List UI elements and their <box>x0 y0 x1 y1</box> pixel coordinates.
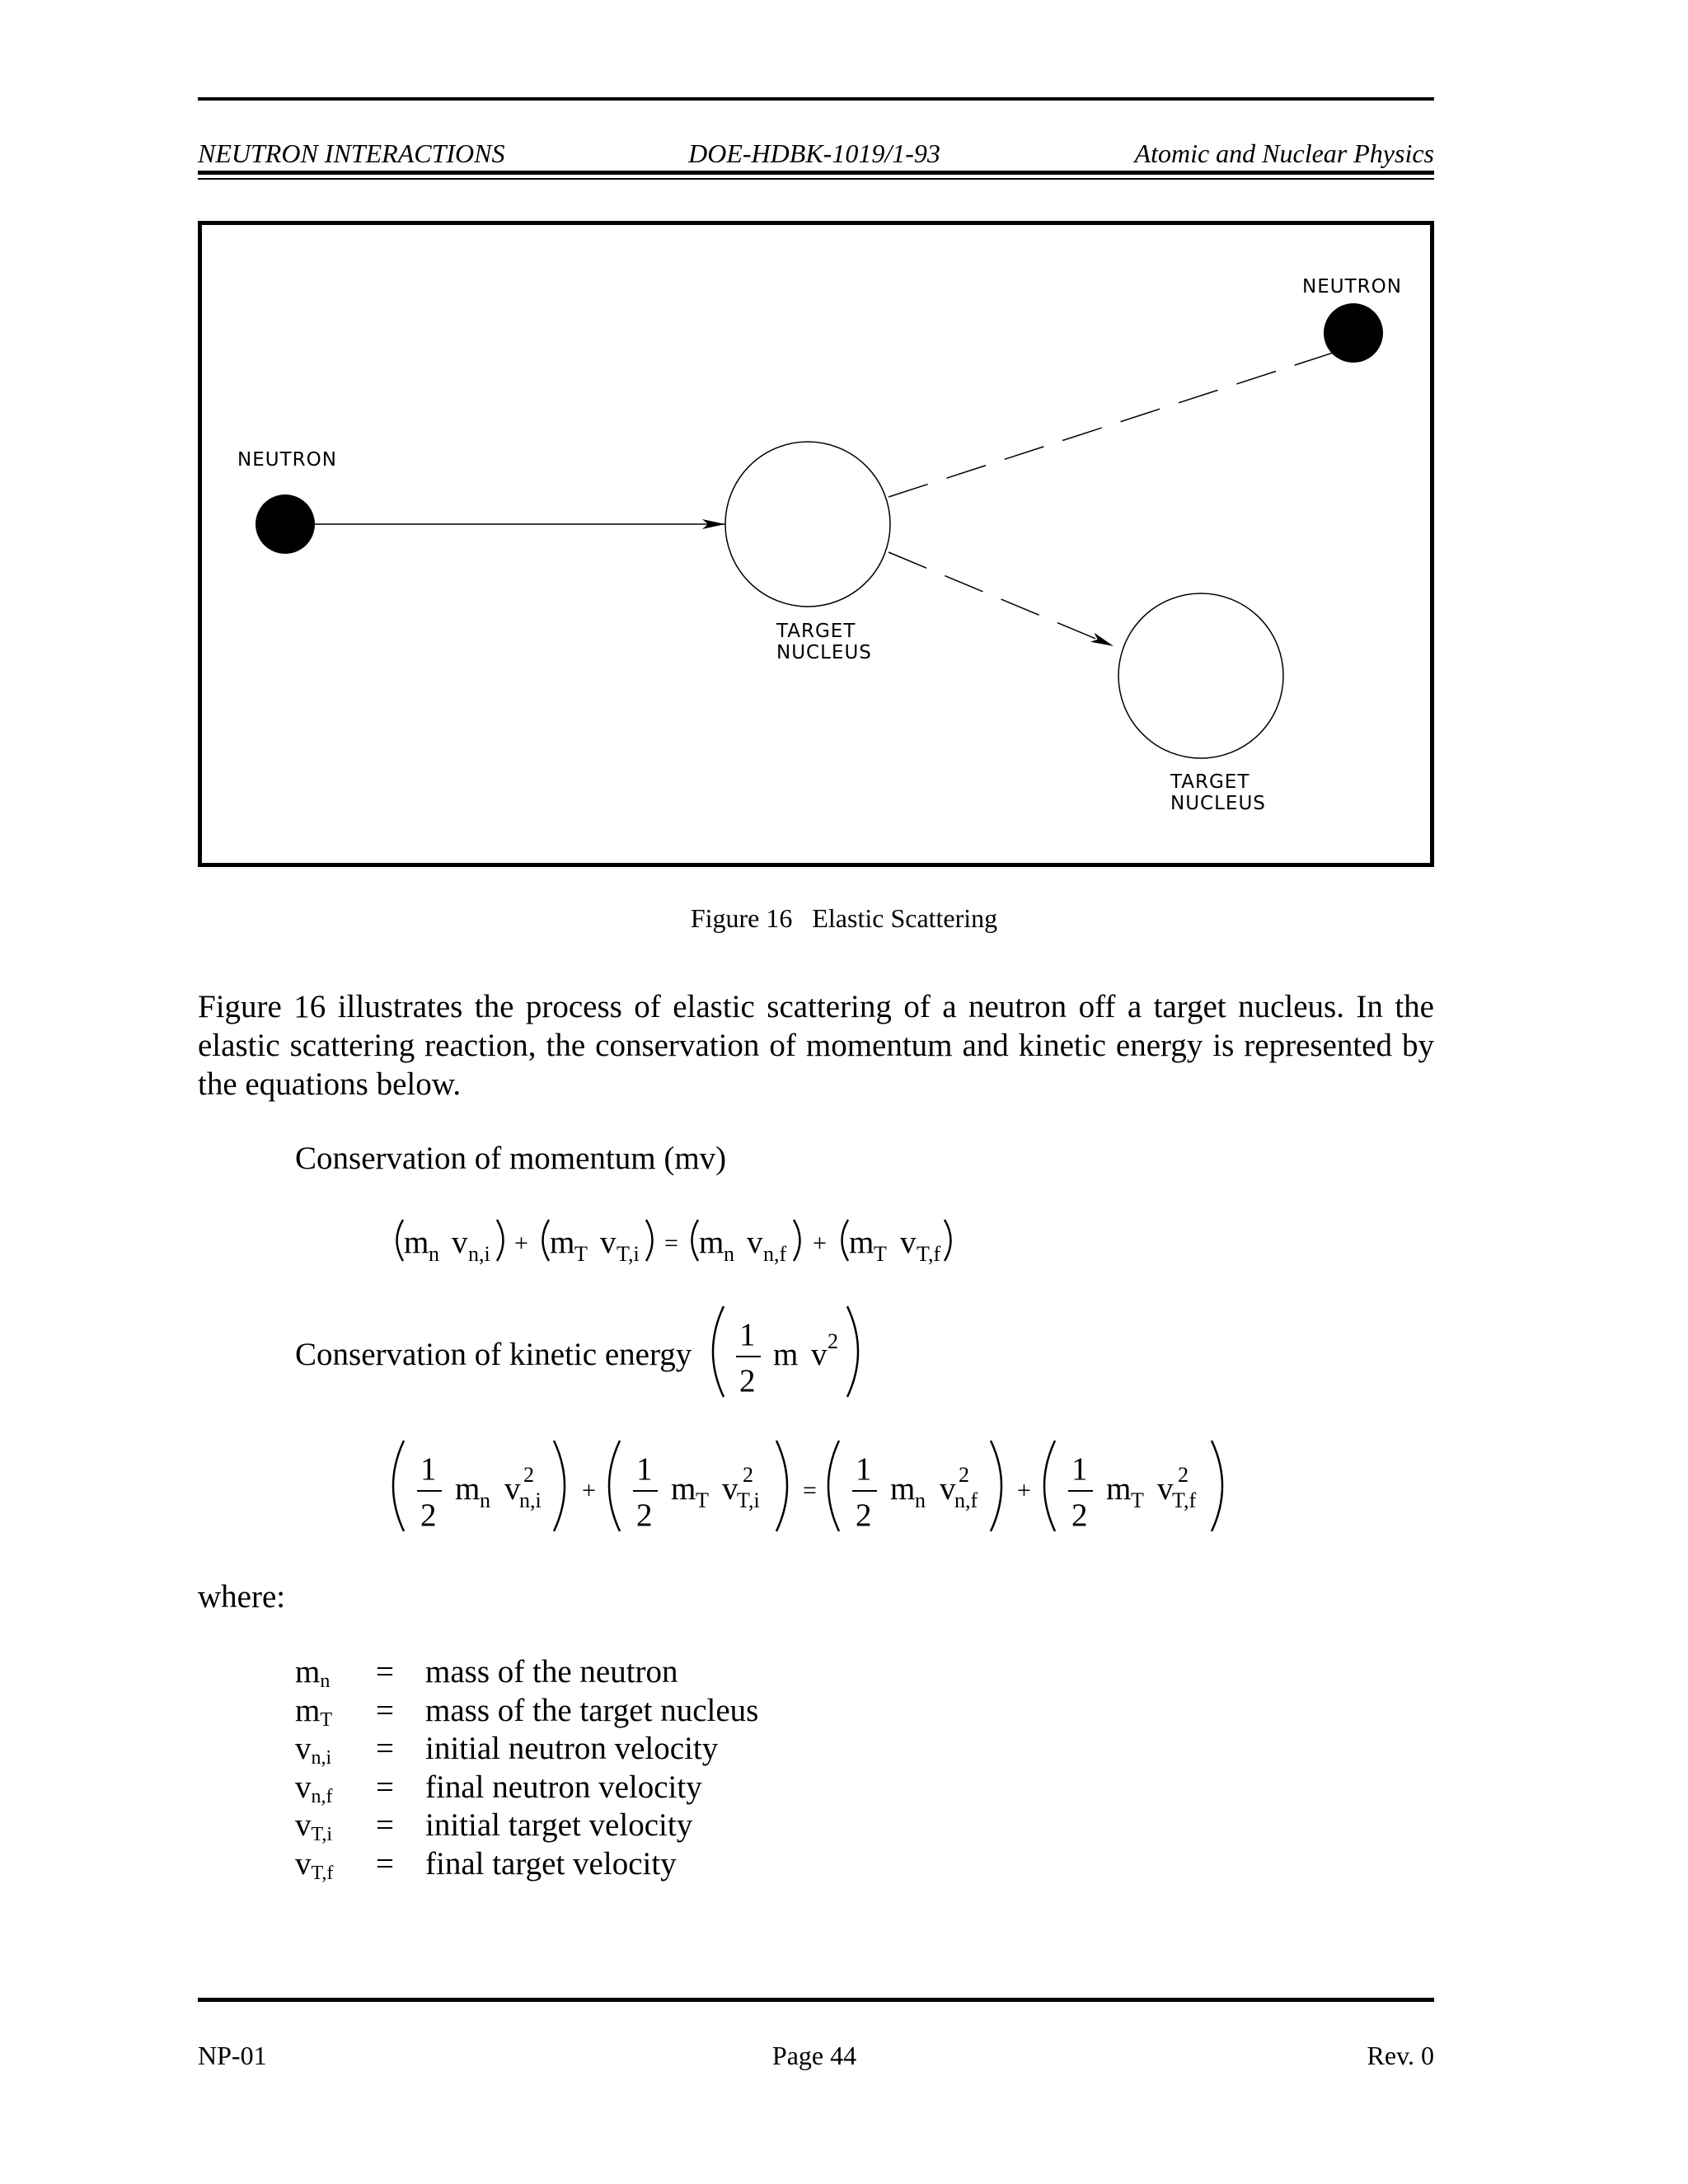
definition-text: mass of the target nucleus <box>425 1692 759 1728</box>
mass-symbol: m <box>890 1471 916 1507</box>
fraction-denominator: 2 <box>739 1363 756 1399</box>
body-paragraph: Figure 16 illustrates the process of elastic scattering of a neutron off a target nucleus. In the elastic scattering reaction, the conservation of momentum and kinetic energy is represented by the equations below. <box>198 989 1434 1102</box>
definition-equals: = <box>376 1731 394 1766</box>
paren-left <box>543 1220 550 1261</box>
velocity-symbol: v <box>900 1225 917 1260</box>
big-paren-right <box>991 1441 1001 1531</box>
definition-symbol: $v_{T,f}$ <box>295 1845 334 1884</box>
paren-left <box>842 1220 849 1261</box>
definition-text: initial neutron velocity <box>425 1731 719 1766</box>
header-center: DOE-HDBK-1019/1-93 <box>688 138 940 168</box>
velocity-subscript: n,f <box>763 1242 787 1266</box>
big-paren-left <box>1044 1441 1055 1531</box>
fraction-numerator: 1 <box>636 1451 653 1487</box>
velocity-exponent: 2 <box>743 1463 753 1487</box>
definition-symbol: $m_n$ <box>295 1654 331 1692</box>
header-right: Atomic and Nuclear Physics <box>1134 138 1434 168</box>
velocity-symbol: v <box>1157 1471 1174 1507</box>
definition-text: final neutron velocity <box>425 1769 702 1805</box>
energy-term-4 <box>1044 1441 1222 1533</box>
definition-symbol: $m_T$ <box>295 1692 333 1731</box>
paren-left <box>692 1220 699 1261</box>
definition-equals: = <box>376 1845 394 1882</box>
mass-subscript: n <box>429 1242 439 1266</box>
velocity-symbol: v <box>600 1225 617 1260</box>
definition-text: initial target velocity <box>425 1807 693 1843</box>
velocity-symbol: v <box>504 1471 521 1507</box>
definition-equals: = <box>376 1769 394 1805</box>
ke-heading-expression <box>713 1306 858 1399</box>
paren-right <box>794 1220 800 1261</box>
neutron-in-label: NEUTRON <box>237 449 337 471</box>
momentum-operator-1: + <box>514 1230 528 1257</box>
fraction-denominator: 2 <box>1071 1497 1088 1533</box>
big-paren-left <box>828 1441 839 1531</box>
mass-symbol: m <box>671 1471 696 1507</box>
mass-symbol: m <box>1106 1471 1132 1507</box>
footer-left: NP-01 <box>198 2041 267 2070</box>
energy-term-1 <box>393 1441 565 1533</box>
definition-symbol: $v_{n,f}$ <box>295 1769 333 1807</box>
mass-subscript: n <box>480 1488 490 1512</box>
velocity-symbol: v <box>722 1471 738 1507</box>
fraction-denominator: 2 <box>636 1497 653 1533</box>
big-paren-right <box>1212 1441 1222 1531</box>
big-paren-right <box>776 1441 787 1531</box>
momentum-heading: Conservation of momentum (mv) <box>295 1141 727 1176</box>
velocity-subscript: n,i <box>468 1242 490 1266</box>
mass-symbol: m <box>849 1225 874 1260</box>
header-left: NEUTRON INTERACTIONS <box>198 138 505 168</box>
fraction-numerator: 1 <box>1071 1451 1088 1487</box>
big-paren-right <box>554 1441 565 1531</box>
big-paren-left <box>609 1441 620 1531</box>
mass-subscript: T <box>874 1242 887 1266</box>
energy-operator-1: + <box>582 1477 596 1504</box>
momentum-term-4 <box>842 1220 951 1266</box>
big-paren-left <box>713 1306 724 1397</box>
energy-equation <box>393 1441 1222 1533</box>
definition-symbol: $v_{n,i}$ <box>295 1731 332 1769</box>
big-paren-right <box>847 1306 858 1397</box>
fraction-numerator: 1 <box>739 1317 756 1352</box>
target-initial-label-line1: TARGET <box>776 621 856 642</box>
fraction-denominator: 2 <box>856 1497 872 1533</box>
velocity-symbol: v <box>811 1337 828 1372</box>
footer-rule <box>198 1998 1434 2002</box>
mass-subscript: n <box>915 1488 926 1512</box>
mass-subscript: T <box>574 1242 588 1266</box>
mass-subscript: n <box>724 1242 734 1266</box>
footer-right: Rev. 0 <box>1367 2041 1434 2070</box>
target-final-label-line2: NUCLEUS <box>1170 793 1266 814</box>
mass-subscript: T <box>1131 1488 1144 1512</box>
paren-left <box>397 1220 404 1261</box>
mass-symbol: m <box>455 1471 481 1507</box>
velocity-subscript: T,f <box>917 1242 941 1266</box>
velocity-exponent: 2 <box>1178 1463 1189 1487</box>
mass-symbol: m <box>699 1225 724 1260</box>
energy-operator-3: + <box>1017 1477 1031 1504</box>
momentum-operator-3: + <box>813 1230 827 1257</box>
velocity-exponent: 2 <box>959 1463 969 1487</box>
momentum-operator-2: = <box>664 1230 678 1257</box>
paren-right <box>646 1220 653 1261</box>
velocity-exponent: 2 <box>523 1463 534 1487</box>
big-paren-left <box>393 1441 404 1531</box>
fraction-numerator: 1 <box>856 1451 872 1487</box>
definition-symbol: $v_{T,i}$ <box>295 1807 333 1845</box>
velocity-subscript: T,i <box>737 1488 760 1512</box>
mass-subscript: T <box>696 1488 709 1512</box>
velocity-subscript: T,i <box>617 1242 640 1266</box>
mass-symbol: m <box>404 1225 429 1260</box>
velocity-subscript: n,i <box>519 1488 542 1512</box>
momentum-term-1 <box>397 1220 504 1266</box>
definition-equals: = <box>376 1807 394 1843</box>
velocity-exponent: 2 <box>828 1329 838 1353</box>
energy-operator-2: = <box>803 1477 817 1504</box>
target-initial-label-line2: NUCLEUS <box>776 642 872 663</box>
definition-equals: = <box>376 1692 394 1728</box>
where-label: where: <box>198 1579 286 1615</box>
mass-symbol: m <box>550 1225 575 1260</box>
momentum-term-3 <box>692 1220 800 1266</box>
energy-term-2 <box>609 1441 787 1533</box>
definition-equals: = <box>376 1654 394 1690</box>
momentum-term-2 <box>543 1220 653 1266</box>
neutron-out-label: NEUTRON <box>1302 276 1402 298</box>
momentum-equation <box>397 1220 951 1266</box>
velocity-subscript: n,f <box>954 1488 978 1512</box>
fraction-numerator: 1 <box>420 1451 437 1487</box>
figure-caption: Figure 16 Elastic Scattering <box>690 903 998 933</box>
target-final-label-line1: TARGET <box>1170 771 1250 793</box>
definition-text: mass of the neutron <box>425 1654 678 1690</box>
velocity-symbol: v <box>940 1471 956 1507</box>
mass-symbol: m <box>773 1337 799 1372</box>
fraction-denominator: 2 <box>420 1497 437 1533</box>
velocity-subscript: T,f <box>1172 1488 1197 1512</box>
velocity-symbol: v <box>747 1225 763 1260</box>
definition-text: final target velocity <box>425 1845 677 1882</box>
energy-heading: Conservation of kinetic energy <box>295 1337 692 1372</box>
paren-right <box>497 1220 504 1261</box>
energy-term-3 <box>828 1441 1001 1533</box>
footer-center: Page 44 <box>771 2041 857 2070</box>
velocity-symbol: v <box>452 1225 468 1260</box>
paren-right <box>945 1220 951 1261</box>
